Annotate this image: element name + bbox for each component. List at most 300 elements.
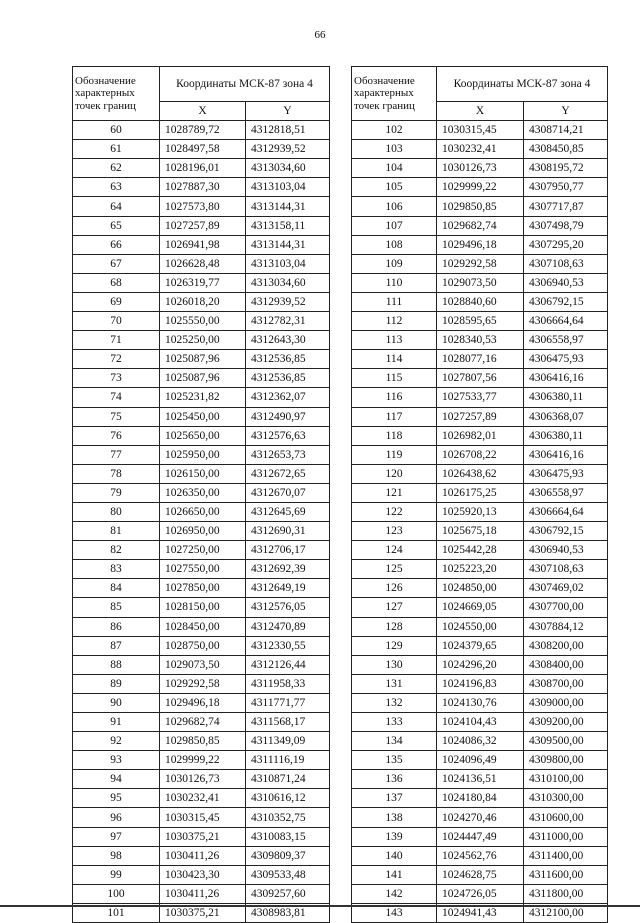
x-coordinate: 1024180,84 [437, 789, 524, 808]
table-row [352, 865, 608, 884]
x-coordinate: 1029292,58 [437, 254, 524, 273]
table-row [73, 254, 330, 273]
x-coordinate: 1027807,56 [437, 369, 524, 388]
y-coordinate: 4306664,64 [524, 312, 608, 331]
y-coordinate: 4306792,15 [524, 522, 608, 541]
y-coordinate: 4307295,20 [524, 235, 608, 254]
y-coordinate: 4307717,87 [524, 197, 608, 216]
point-number: 106 [352, 197, 437, 216]
table-row [73, 407, 330, 426]
table-row [73, 808, 330, 827]
point-number: 86 [73, 617, 160, 636]
x-coordinate: 1029999,22 [160, 751, 246, 770]
y-coordinate: 4310083,15 [246, 827, 330, 846]
table-row [352, 751, 608, 770]
y-coordinate: 4312330,55 [246, 636, 330, 655]
point-number: 90 [73, 693, 160, 712]
table-row [73, 846, 330, 865]
x-coordinate: 1029682,74 [437, 216, 524, 235]
table-row [73, 674, 330, 693]
point-number: 104 [352, 159, 437, 178]
point-number: 138 [352, 808, 437, 827]
y-coordinate: 4312692,39 [246, 560, 330, 579]
x-coordinate: 1028077,16 [437, 350, 524, 369]
table-row [352, 617, 608, 636]
point-number: 65 [73, 216, 160, 235]
table-row [73, 140, 330, 159]
x-coordinate: 1024447,49 [437, 827, 524, 846]
point-number: 112 [352, 312, 437, 331]
table-row [352, 388, 608, 407]
x-coordinate: 1025650,00 [160, 426, 246, 445]
table-row [352, 426, 608, 445]
table-row [352, 178, 608, 197]
y-coordinate: 4312818,51 [246, 121, 330, 140]
x-column-header: X [437, 102, 524, 121]
x-coordinate: 1029682,74 [160, 713, 246, 732]
point-number: 98 [73, 846, 160, 865]
point-number: 94 [73, 770, 160, 789]
y-coordinate: 4307700,00 [524, 598, 608, 617]
x-coordinate: 1027257,89 [160, 216, 246, 235]
x-coordinate: 1026950,00 [160, 522, 246, 541]
y-coordinate: 4312362,07 [246, 388, 330, 407]
table-row [352, 789, 608, 808]
y-coordinate: 4311349,09 [246, 732, 330, 751]
y-coordinate: 4312100,00 [524, 903, 608, 922]
table-row [352, 674, 608, 693]
x-coordinate: 1027850,00 [160, 579, 246, 598]
y-coordinate: 4312939,52 [246, 292, 330, 311]
x-coordinate: 1026650,00 [160, 502, 246, 521]
table-row [352, 121, 608, 140]
table-row [352, 732, 608, 751]
point-number: 111 [352, 292, 437, 311]
x-coordinate: 1029292,58 [160, 674, 246, 693]
x-coordinate: 1027573,80 [160, 197, 246, 216]
table-row [352, 216, 608, 235]
x-coordinate: 1025231,82 [160, 388, 246, 407]
table-row [352, 407, 608, 426]
x-coordinate: 1026941,98 [160, 235, 246, 254]
y-coordinate: 4309800,00 [524, 751, 608, 770]
y-coordinate: 4310616,12 [246, 789, 330, 808]
point-number: 84 [73, 579, 160, 598]
x-coordinate: 1027250,00 [160, 541, 246, 560]
table-header-row [352, 67, 608, 102]
x-coordinate: 1029496,18 [437, 235, 524, 254]
table-row [352, 464, 608, 483]
y-coordinate: 4310100,00 [524, 770, 608, 789]
y-coordinate: 4306475,93 [524, 464, 608, 483]
point-number: 118 [352, 426, 437, 445]
x-coordinate: 1028150,00 [160, 598, 246, 617]
point-number: 66 [73, 235, 160, 254]
table-row [73, 159, 330, 178]
point-number: 122 [352, 502, 437, 521]
table-row [73, 292, 330, 311]
table-row [73, 426, 330, 445]
x-coordinate: 1029073,50 [437, 273, 524, 292]
x-coordinate: 1028789,72 [160, 121, 246, 140]
y-coordinate: 4311600,00 [524, 865, 608, 884]
y-coordinate: 4311000,00 [524, 827, 608, 846]
y-coordinate: 4312645,69 [246, 502, 330, 521]
table-row [73, 197, 330, 216]
table-row [73, 369, 330, 388]
table-row [73, 216, 330, 235]
x-coordinate: 1026018,20 [160, 292, 246, 311]
table-row [73, 827, 330, 846]
x-coordinate: 1024550,00 [437, 617, 524, 636]
table-row [352, 636, 608, 655]
y-coordinate: 4307884,12 [524, 617, 608, 636]
x-coordinate: 1024379,65 [437, 636, 524, 655]
point-number: 137 [352, 789, 437, 808]
table-row [352, 713, 608, 732]
bottom-rule [0, 905, 640, 907]
y-coordinate: 4312576,05 [246, 598, 330, 617]
table-row [73, 655, 330, 674]
y-coordinate: 4306380,11 [524, 426, 608, 445]
y-coordinate: 4312126,44 [246, 655, 330, 674]
table-row [352, 770, 608, 789]
x-coordinate: 1024726,05 [437, 884, 524, 903]
x-coordinate: 1025675,18 [437, 522, 524, 541]
table-row [352, 827, 608, 846]
y-coordinate: 4312536,85 [246, 350, 330, 369]
y-coordinate: 4308714,21 [524, 121, 608, 140]
y-coordinate: 4312706,17 [246, 541, 330, 560]
x-coordinate: 1030315,45 [160, 808, 246, 827]
table-row [352, 693, 608, 712]
x-coordinate: 1024562,76 [437, 846, 524, 865]
point-number: 64 [73, 197, 160, 216]
point-number: 97 [73, 827, 160, 846]
y-coordinate: 4309257,60 [246, 884, 330, 903]
point-number: 123 [352, 522, 437, 541]
y-coordinate: 4313103,04 [246, 178, 330, 197]
point-number: 103 [352, 140, 437, 159]
table-row [73, 770, 330, 789]
table-body [73, 121, 330, 923]
x-coordinate: 1030126,73 [437, 159, 524, 178]
point-number: 110 [352, 273, 437, 292]
y-coordinate: 4306792,15 [524, 292, 608, 311]
y-coordinate: 4312649,19 [246, 579, 330, 598]
y-coordinate: 4309809,37 [246, 846, 330, 865]
y-coordinate: 4308700,00 [524, 674, 608, 693]
point-number: 134 [352, 732, 437, 751]
point-number: 105 [352, 178, 437, 197]
point-number: 113 [352, 331, 437, 350]
table-row [352, 292, 608, 311]
table-row [73, 502, 330, 521]
table-row [352, 846, 608, 865]
table-row [73, 522, 330, 541]
table-row [73, 865, 330, 884]
x-coordinate: 1024850,00 [437, 579, 524, 598]
x-coordinate: 1024136,51 [437, 770, 524, 789]
x-coordinate: 1029999,22 [437, 178, 524, 197]
point-number: 61 [73, 140, 160, 159]
x-coordinate: 1029850,85 [437, 197, 524, 216]
table-row [73, 693, 330, 712]
point-number: 95 [73, 789, 160, 808]
table-row [73, 388, 330, 407]
table-row [73, 483, 330, 502]
table-row [352, 369, 608, 388]
point-number: 100 [73, 884, 160, 903]
y-coordinate: 4312643,30 [246, 331, 330, 350]
x-coordinate: 1030315,45 [437, 121, 524, 140]
y-coordinate: 4313103,04 [246, 254, 330, 273]
y-coordinate: 4310600,00 [524, 808, 608, 827]
x-coordinate: 1028497,58 [160, 140, 246, 159]
point-number: 74 [73, 388, 160, 407]
y-coordinate: 4306558,97 [524, 483, 608, 502]
y-coordinate: 4308195,72 [524, 159, 608, 178]
point-number: 131 [352, 674, 437, 693]
x-coordinate: 1027550,00 [160, 560, 246, 579]
table-row [73, 445, 330, 464]
x-coordinate: 1028840,60 [437, 292, 524, 311]
y-coordinate: 4309533,48 [246, 865, 330, 884]
table-row [352, 502, 608, 521]
table-row [352, 884, 608, 903]
y-coordinate: 4313144,31 [246, 197, 330, 216]
x-coordinate: 1028750,00 [160, 636, 246, 655]
x-coordinate: 1024104,43 [437, 713, 524, 732]
point-number: 121 [352, 483, 437, 502]
point-number: 62 [73, 159, 160, 178]
point-number: 108 [352, 235, 437, 254]
point-number: 71 [73, 331, 160, 350]
x-coordinate: 1026438,62 [437, 464, 524, 483]
y-coordinate: 4312470,89 [246, 617, 330, 636]
point-number: 133 [352, 713, 437, 732]
table-row [73, 464, 330, 483]
table-row [73, 751, 330, 770]
y-coordinate: 4312653,73 [246, 445, 330, 464]
y-coordinate: 4306475,93 [524, 350, 608, 369]
point-number: 85 [73, 598, 160, 617]
coordinates-title: Координаты МСК-87 зона 4 [437, 67, 608, 102]
point-number: 141 [352, 865, 437, 884]
point-number: 99 [73, 865, 160, 884]
point-number: 126 [352, 579, 437, 598]
table-row [73, 178, 330, 197]
point-number: 139 [352, 827, 437, 846]
point-number: 88 [73, 655, 160, 674]
point-number: 70 [73, 312, 160, 331]
y-coordinate: 4306664,64 [524, 502, 608, 521]
point-number: 102 [352, 121, 437, 140]
x-coordinate: 1030375,21 [160, 827, 246, 846]
x-coordinate: 1030423,30 [160, 865, 246, 884]
x-coordinate: 1026982,01 [437, 426, 524, 445]
y-coordinate: 4307498,79 [524, 216, 608, 235]
x-coordinate: 1026708,22 [437, 445, 524, 464]
y-coordinate: 4312690,31 [246, 522, 330, 541]
x-coordinate: 1025450,00 [160, 407, 246, 426]
y-coordinate: 4306380,11 [524, 388, 608, 407]
point-number: 89 [73, 674, 160, 693]
point-number: 119 [352, 445, 437, 464]
point-number: 68 [73, 273, 160, 292]
point-number: 115 [352, 369, 437, 388]
y-coordinate: 4308400,00 [524, 655, 608, 674]
y-coordinate: 4312672,65 [246, 464, 330, 483]
y-coordinate: 4313144,31 [246, 235, 330, 254]
x-coordinate: 1027887,30 [160, 178, 246, 197]
x-coordinate: 1026319,77 [160, 273, 246, 292]
y-coordinate: 4306416,16 [524, 369, 608, 388]
y-coordinate: 4309000,00 [524, 693, 608, 712]
y-coordinate: 4306940,53 [524, 541, 608, 560]
table-row [73, 884, 330, 903]
table-row [73, 235, 330, 254]
x-coordinate: 1025920,13 [437, 502, 524, 521]
table-row [73, 331, 330, 350]
table-row [352, 541, 608, 560]
y-coordinate: 4312782,31 [246, 312, 330, 331]
point-number: 83 [73, 560, 160, 579]
x-coordinate: 1029496,18 [160, 693, 246, 712]
x-coordinate: 1025950,00 [160, 445, 246, 464]
x-coordinate: 1030411,26 [160, 846, 246, 865]
y-coordinate: 4313034,60 [246, 159, 330, 178]
y-coordinate: 4306416,16 [524, 445, 608, 464]
point-number: 143 [352, 903, 437, 922]
point-number: 117 [352, 407, 437, 426]
y-coordinate: 4306940,53 [524, 273, 608, 292]
y-coordinate: 4312670,07 [246, 483, 330, 502]
point-number: 67 [73, 254, 160, 273]
x-coordinate: 1024296,20 [437, 655, 524, 674]
point-number: 92 [73, 732, 160, 751]
x-coordinate: 1026350,00 [160, 483, 246, 502]
table-body [352, 121, 608, 923]
table-row [352, 483, 608, 502]
y-coordinate: 4310871,24 [246, 770, 330, 789]
table-row [352, 273, 608, 292]
y-coordinate: 4307108,63 [524, 254, 608, 273]
table-row [73, 350, 330, 369]
x-coordinate: 1028196,01 [160, 159, 246, 178]
table-row [73, 617, 330, 636]
table-row [73, 560, 330, 579]
point-number: 129 [352, 636, 437, 655]
table-row [352, 350, 608, 369]
y-column-header: Y [524, 102, 608, 121]
y-coordinate: 4313158,11 [246, 216, 330, 235]
y-coordinate: 4308983,81 [246, 903, 330, 922]
point-number: 124 [352, 541, 437, 560]
y-coordinate: 4309500,00 [524, 732, 608, 751]
table-row [73, 579, 330, 598]
x-coordinate: 1028340,53 [437, 331, 524, 350]
coordinates-table-right [351, 66, 608, 923]
y-coordinate: 4307950,77 [524, 178, 608, 197]
table-row [352, 254, 608, 273]
y-coordinate: 4313034,60 [246, 273, 330, 292]
point-number: 69 [73, 292, 160, 311]
x-coordinate: 1026150,00 [160, 464, 246, 483]
x-coordinate: 1028595,65 [437, 312, 524, 331]
y-coordinate: 4311800,00 [524, 884, 608, 903]
point-number: 76 [73, 426, 160, 445]
table-row [73, 598, 330, 617]
y-coordinate: 4312536,85 [246, 369, 330, 388]
point-number: 78 [73, 464, 160, 483]
y-coordinate: 4311568,17 [246, 713, 330, 732]
x-coordinate: 1030232,41 [160, 789, 246, 808]
x-coordinate: 1030232,41 [437, 140, 524, 159]
table-row [352, 331, 608, 350]
point-number: 127 [352, 598, 437, 617]
y-coordinate: 4307108,63 [524, 560, 608, 579]
y-coordinate: 4311958,33 [246, 674, 330, 693]
table-row [73, 541, 330, 560]
y-coordinate: 4307469,02 [524, 579, 608, 598]
point-label-header: Обозначение характерных точек границ [352, 67, 437, 121]
x-coordinate: 1024096,49 [437, 751, 524, 770]
x-coordinate: 1025250,00 [160, 331, 246, 350]
y-coordinate: 4311400,00 [524, 846, 608, 865]
y-coordinate: 4308450,85 [524, 140, 608, 159]
table-row [352, 598, 608, 617]
point-number: 73 [73, 369, 160, 388]
x-coordinate: 1027533,77 [437, 388, 524, 407]
table-row [352, 655, 608, 674]
table-row [352, 808, 608, 827]
y-coordinate: 4306368,07 [524, 407, 608, 426]
point-label-header: Обозначение характерных точек границ [73, 67, 160, 121]
y-coordinate: 4311771,77 [246, 693, 330, 712]
table-row [352, 159, 608, 178]
x-coordinate: 1026628,48 [160, 254, 246, 273]
point-number: 142 [352, 884, 437, 903]
x-coordinate: 1024270,46 [437, 808, 524, 827]
table-row [73, 789, 330, 808]
y-coordinate: 4309200,00 [524, 713, 608, 732]
point-number: 136 [352, 770, 437, 789]
point-number: 63 [73, 178, 160, 197]
x-coordinate: 1030411,26 [160, 884, 246, 903]
y-coordinate: 4312939,52 [246, 140, 330, 159]
table-header-row [73, 67, 330, 102]
x-coordinate: 1025223,20 [437, 560, 524, 579]
x-coordinate: 1025442,28 [437, 541, 524, 560]
x-coordinate: 1030375,21 [160, 903, 246, 922]
table-row [73, 713, 330, 732]
table-row [352, 312, 608, 331]
point-number: 107 [352, 216, 437, 235]
point-number: 114 [352, 350, 437, 369]
point-number: 77 [73, 445, 160, 464]
point-number: 81 [73, 522, 160, 541]
point-number: 140 [352, 846, 437, 865]
coordinates-title: Координаты МСК-87 зона 4 [160, 67, 330, 102]
table-row [73, 636, 330, 655]
table-row [352, 197, 608, 216]
y-coordinate: 4306558,97 [524, 331, 608, 350]
x-coordinate: 1027257,89 [437, 407, 524, 426]
x-coordinate: 1028450,00 [160, 617, 246, 636]
table-row [352, 560, 608, 579]
x-coordinate: 1030126,73 [160, 770, 246, 789]
